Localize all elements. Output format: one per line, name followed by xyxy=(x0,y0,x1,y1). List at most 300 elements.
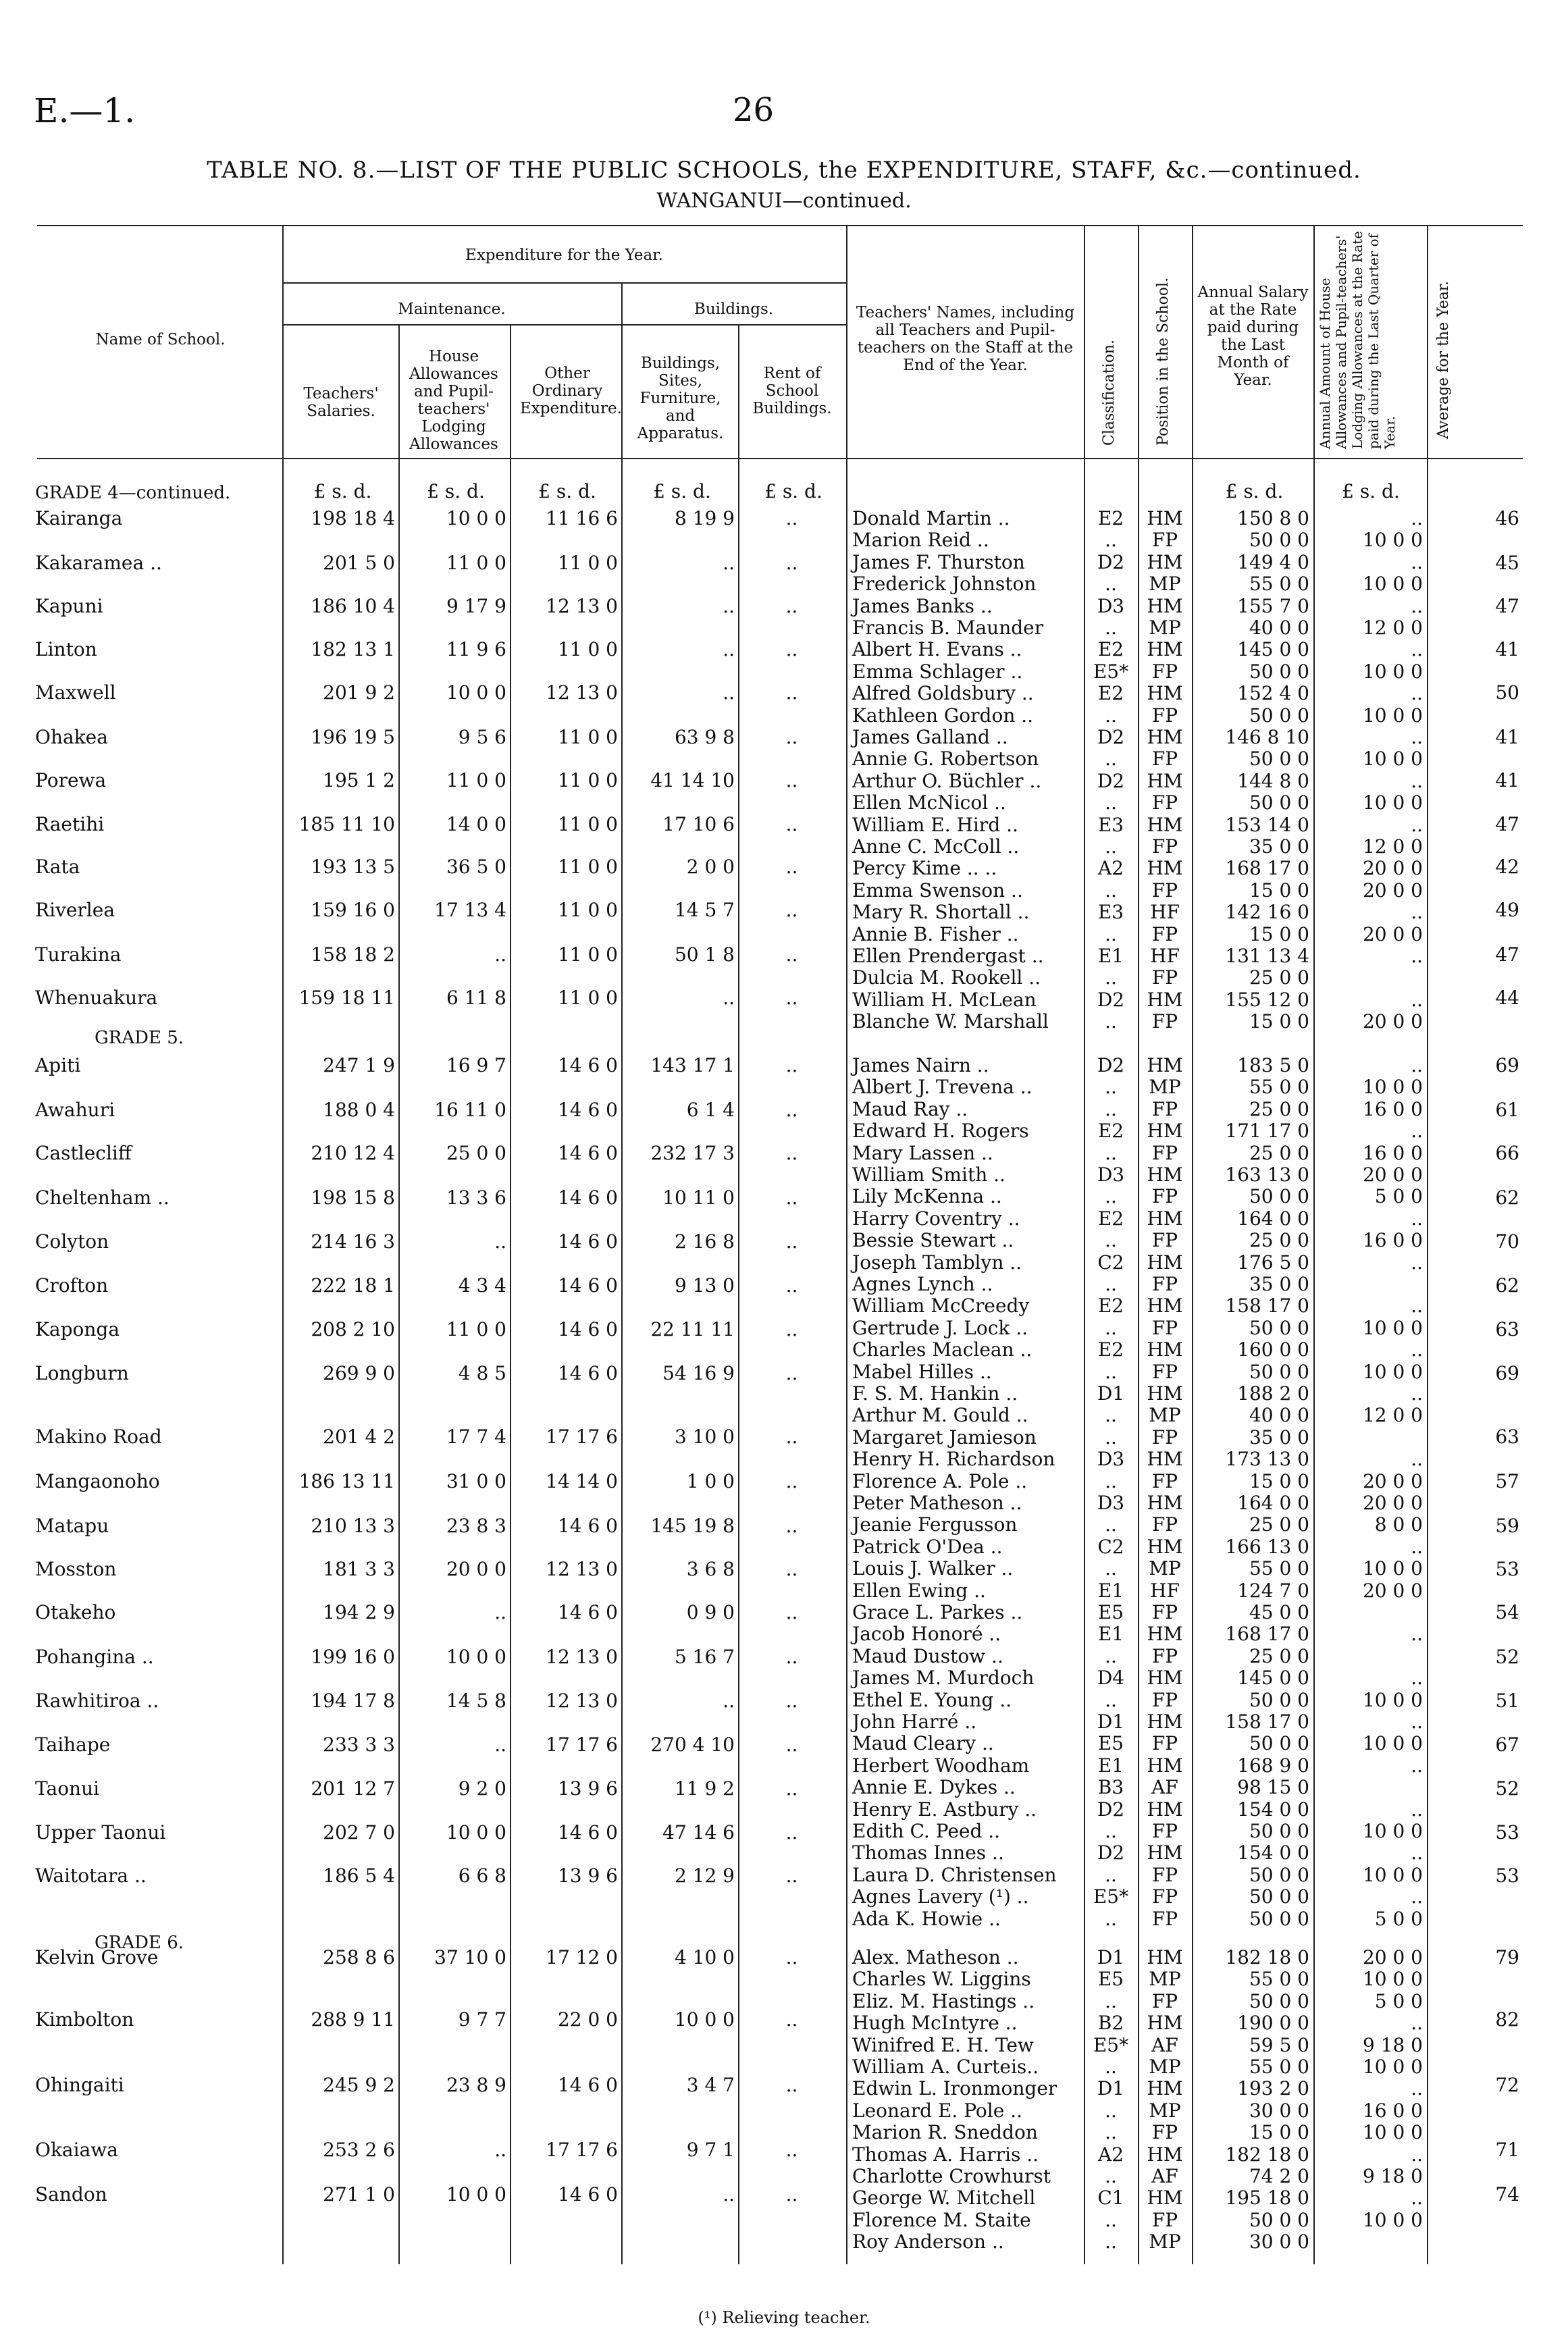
school-name: Kakaramea .. xyxy=(35,552,162,574)
school-house-allowances: 9 17 9 xyxy=(446,595,506,617)
teacher-position: MP xyxy=(1149,2099,1181,2122)
teacher-allowance: .. xyxy=(1411,1207,1423,1230)
school-rent: .. xyxy=(785,987,798,1009)
teacher-name: Marion R. Sneddon xyxy=(852,2121,1038,2144)
teacher-salary: 142 16 0 xyxy=(1225,901,1309,924)
teacher-classification: C1 xyxy=(1097,2187,1124,2210)
teacher-name: Blanche W. Marshall xyxy=(852,1010,1049,1033)
teacher-name: Dulcia M. Rookell .. xyxy=(852,966,1041,989)
school-rent: .. xyxy=(785,1864,798,1887)
school-house-allowances: 16 11 0 xyxy=(434,1099,506,1121)
school-house-allowances: 17 13 4 xyxy=(434,899,506,921)
teacher-allowance: 20 0 0 xyxy=(1362,1469,1423,1492)
teacher-classification: E2 xyxy=(1097,1295,1124,1318)
teacher-position: MP xyxy=(1149,1076,1181,1099)
col-head-teachers-names: Teachers' Names, including all Teachers and Pupil-teachers on the Staff at the End of the Year. xyxy=(856,304,1075,374)
teacher-position: FP xyxy=(1151,791,1178,814)
teacher-name: Jeanie Fergusson xyxy=(852,1513,1018,1536)
teacher-classification: .. xyxy=(1105,1426,1117,1449)
teacher-position: FP xyxy=(1151,1644,1178,1667)
teacher-classification: .. xyxy=(1105,1229,1117,1252)
school-average: 52 xyxy=(1495,1777,1519,1800)
teacher-allowance: 10 0 0 xyxy=(1362,704,1423,727)
teacher-position: HM xyxy=(1147,1338,1183,1361)
teacher-name: Charles Maclean .. xyxy=(852,1338,1033,1361)
teacher-classification: E1 xyxy=(1097,1754,1124,1777)
school-salaries: 247 1 9 xyxy=(323,1054,395,1076)
teacher-name: Mary R. Shortall .. xyxy=(852,901,1030,924)
teacher-salary: 158 17 0 xyxy=(1225,1711,1309,1733)
school-house-allowances: 11 9 6 xyxy=(446,638,506,660)
teacher-name: Ellen Prendergast .. xyxy=(852,945,1044,967)
teacher-position: FP xyxy=(1151,529,1178,552)
school-salaries: 210 12 4 xyxy=(311,1142,395,1164)
teacher-classification: .. xyxy=(1105,2230,1117,2253)
teacher-name: Edward H. Rogers xyxy=(852,1120,1029,1143)
teacher-allowance: 10 0 0 xyxy=(1362,529,1423,552)
school-buildings: 3 6 8 xyxy=(686,1558,735,1580)
teacher-name: John Harré .. xyxy=(852,1711,977,1733)
school-salaries: 198 15 8 xyxy=(311,1186,395,1209)
teacher-position: FP xyxy=(1151,2121,1178,2144)
teacher-classification: A2 xyxy=(1097,2143,1124,2166)
school-other-expenditure: 11 0 0 xyxy=(557,856,618,878)
teacher-position: HM xyxy=(1147,1492,1183,1514)
teacher-name: James M. Murdoch xyxy=(852,1667,1035,1690)
teacher-salary: 183 5 0 xyxy=(1237,1054,1309,1076)
teacher-name: Emma Swenson .. xyxy=(852,879,1023,902)
teacher-classification: .. xyxy=(1105,2099,1117,2122)
school-buildings: .. xyxy=(723,638,735,660)
teacher-position: FP xyxy=(1151,922,1178,945)
school-average: 61 xyxy=(1495,1099,1519,1121)
school-average: 63 xyxy=(1495,1426,1519,1448)
teacher-salary: 145 0 0 xyxy=(1237,638,1309,661)
teacher-classification: .. xyxy=(1105,791,1117,814)
teacher-allowance: .. xyxy=(1411,1448,1423,1471)
teacher-name: Henry H. Richardson xyxy=(852,1448,1055,1471)
teacher-allowance: .. xyxy=(1411,1798,1423,1821)
school-name: Taihape xyxy=(35,1733,111,1756)
school-salaries: 182 13 1 xyxy=(311,638,395,660)
school-salaries: 253 2 6 xyxy=(323,2139,395,2161)
teacher-allowance: 20 0 0 xyxy=(1362,1010,1423,1033)
teacher-salary: 144 8 0 xyxy=(1237,769,1309,792)
col-head-other-expenditure: Other Ordinary Expenditure. xyxy=(520,365,622,417)
teacher-position: HM xyxy=(1147,726,1183,748)
school-average: 47 xyxy=(1495,943,1519,966)
school-salaries: 158 18 2 xyxy=(311,943,395,966)
teacher-allowance: .. xyxy=(1411,726,1423,748)
school-buildings: 11 9 2 xyxy=(674,1777,735,1800)
teacher-name: Peter Matheson .. xyxy=(852,1492,1022,1514)
school-salaries: 159 18 11 xyxy=(298,987,395,1009)
teacher-position: HM xyxy=(1147,638,1183,661)
school-salaries: 181 3 3 xyxy=(323,1558,395,1580)
teacher-salary: 166 13 0 xyxy=(1225,1535,1309,1558)
school-rent: .. xyxy=(785,1946,798,1968)
school-name: Riverlea xyxy=(35,899,115,921)
teacher-position: FP xyxy=(1151,660,1178,683)
school-other-expenditure: 11 0 0 xyxy=(557,813,618,835)
school-house-allowances: 37 10 0 xyxy=(434,1946,506,1968)
school-house-allowances: 13 3 6 xyxy=(446,1186,506,1209)
school-rent: .. xyxy=(785,2183,798,2206)
teacher-allowance: 10 0 0 xyxy=(1362,1820,1423,1842)
teacher-position: FP xyxy=(1151,1863,1178,1886)
teacher-salary: 163 13 0 xyxy=(1225,1164,1309,1186)
school-average: 62 xyxy=(1495,1186,1519,1209)
school-average: 41 xyxy=(1495,726,1519,748)
teacher-salary: 25 0 0 xyxy=(1249,1229,1309,1252)
school-buildings: 5 16 7 xyxy=(674,1646,735,1668)
teacher-name: Herbert Woodham xyxy=(852,1754,1030,1777)
school-average: 53 xyxy=(1495,1558,1519,1580)
school-buildings: 3 4 7 xyxy=(686,2074,735,2096)
school-name: Otakeho xyxy=(35,1601,116,1623)
teacher-salary: 35 0 0 xyxy=(1249,1273,1309,1295)
teacher-position: HM xyxy=(1147,2077,1183,2100)
teacher-name: Arthur M. Gould .. xyxy=(852,1404,1028,1427)
school-other-expenditure: 14 6 0 xyxy=(557,1362,618,1384)
school-salaries: 194 17 8 xyxy=(311,1690,395,1712)
teacher-name: Thomas A. Harris .. xyxy=(852,2143,1039,2166)
teacher-salary: 168 17 0 xyxy=(1225,857,1309,880)
school-average: 45 xyxy=(1495,552,1519,574)
school-rent: .. xyxy=(785,1646,798,1668)
teacher-classification: .. xyxy=(1105,1010,1117,1033)
teacher-position: HM xyxy=(1147,1054,1183,1076)
lsd-head-buildings: £ s. d. xyxy=(653,480,711,502)
school-buildings: 9 13 0 xyxy=(674,1274,735,1297)
lsd-head-other: £ s. d. xyxy=(538,480,596,502)
school-name: Kairanga xyxy=(35,507,123,529)
teacher-classification: E2 xyxy=(1097,682,1124,705)
school-average: 74 xyxy=(1495,2183,1519,2206)
teacher-name: Albert H. Evans .. xyxy=(852,638,1022,661)
teacher-salary: 40 0 0 xyxy=(1249,617,1309,639)
teacher-name: William McCreedy xyxy=(852,1295,1030,1318)
school-house-allowances: 11 0 0 xyxy=(446,552,506,574)
school-name: Apiti xyxy=(35,1054,81,1076)
teacher-classification: E5* xyxy=(1093,660,1129,683)
teacher-salary: 195 18 0 xyxy=(1225,2187,1309,2210)
school-buildings: 10 0 0 xyxy=(674,2008,735,2031)
school-other-expenditure: 11 0 0 xyxy=(557,899,618,921)
school-buildings: 143 17 1 xyxy=(650,1054,735,1076)
school-house-allowances: .. xyxy=(494,1601,506,1623)
teacher-position: FP xyxy=(1151,835,1178,858)
school-buildings: 2 16 8 xyxy=(674,1230,735,1253)
teacher-position: HM xyxy=(1147,988,1183,1011)
col-head-buildings: Buildings. xyxy=(694,301,774,318)
teacher-name: George W. Mitchell xyxy=(852,2187,1036,2210)
school-rent: .. xyxy=(785,595,798,617)
school-other-expenditure: 17 17 6 xyxy=(546,1733,618,1756)
school-rent: .. xyxy=(785,856,798,878)
grade-heading: GRADE 5. xyxy=(95,1028,184,1048)
school-name: Linton xyxy=(35,638,97,660)
school-house-allowances: 9 7 7 xyxy=(458,2008,506,2031)
school-other-expenditure: 14 6 0 xyxy=(557,1142,618,1164)
teacher-salary: 50 0 0 xyxy=(1249,660,1309,683)
teacher-allowance: 10 0 0 xyxy=(1362,1316,1423,1339)
teacher-allowance: .. xyxy=(1411,2187,1423,2210)
teacher-name: Grace L. Parkes .. xyxy=(852,1601,1023,1623)
teacher-allowance: 16 0 0 xyxy=(1362,2099,1423,2122)
teacher-allowance: .. xyxy=(1411,1054,1423,1076)
teacher-salary: 193 2 0 xyxy=(1237,2077,1309,2100)
teacher-position: FP xyxy=(1151,1907,1178,1930)
teacher-classification: .. xyxy=(1105,1273,1117,1295)
teacher-allowance: .. xyxy=(1411,2077,1423,2100)
school-rent: .. xyxy=(785,1099,798,1121)
teacher-allowance: .. xyxy=(1411,813,1423,836)
teacher-salary: 50 0 0 xyxy=(1249,1863,1309,1886)
teacher-allowance: .. xyxy=(1411,1885,1423,1908)
teacher-position: HM xyxy=(1147,1295,1183,1318)
school-average: 41 xyxy=(1495,638,1519,660)
teacher-allowance: 8 0 0 xyxy=(1374,1513,1423,1536)
teacher-allowance: .. xyxy=(1411,1338,1423,1361)
teacher-classification: E1 xyxy=(1097,1623,1124,1646)
school-salaries: 214 16 3 xyxy=(311,1230,395,1253)
teacher-salary: 168 9 0 xyxy=(1237,1754,1309,1777)
teacher-name: Emma Schlager .. xyxy=(852,660,1023,683)
teacher-allowance: .. xyxy=(1411,682,1423,705)
teacher-classification: .. xyxy=(1105,1076,1117,1099)
teacher-salary: 149 4 0 xyxy=(1237,550,1309,573)
teacher-classification: .. xyxy=(1105,2165,1117,2187)
teacher-position: FP xyxy=(1151,966,1178,989)
school-salaries: 201 12 7 xyxy=(311,1777,395,1800)
school-name: Ohingaiti xyxy=(35,2074,124,2096)
school-other-expenditure: 14 6 0 xyxy=(557,1274,618,1297)
teacher-salary: 50 0 0 xyxy=(1249,1185,1309,1208)
school-house-allowances: 10 0 0 xyxy=(446,681,506,704)
teacher-classification: .. xyxy=(1105,1141,1117,1164)
school-rent: .. xyxy=(785,507,798,529)
school-name: Longburn xyxy=(35,1362,129,1384)
col-head-classification: Classification. xyxy=(1101,340,1118,446)
teacher-name: Joseph Tamblyn .. xyxy=(852,1251,1022,1274)
teacher-allowance: 12 0 0 xyxy=(1362,1404,1423,1427)
teacher-salary: 74 2 0 xyxy=(1249,2165,1309,2187)
teacher-allowance: 9 18 0 xyxy=(1362,2033,1423,2056)
school-salaries: 159 16 0 xyxy=(311,899,395,921)
teacher-position: AF xyxy=(1151,2165,1178,2187)
school-rent: .. xyxy=(785,1054,798,1076)
teacher-name: William Smith .. xyxy=(852,1164,1005,1186)
school-name: Kelvin Grove xyxy=(35,1946,159,1968)
teacher-salary: 15 0 0 xyxy=(1249,922,1309,945)
teacher-salary: 45 0 0 xyxy=(1249,1601,1309,1623)
teacher-classification: D2 xyxy=(1097,550,1125,573)
teacher-salary: 155 12 0 xyxy=(1225,988,1309,1011)
teacher-salary: 150 8 0 xyxy=(1237,507,1309,529)
teacher-allowance: .. xyxy=(1411,1295,1423,1318)
teacher-salary: 176 5 0 xyxy=(1237,1251,1309,1274)
school-salaries: 288 9 11 xyxy=(311,2008,395,2031)
teacher-position: HM xyxy=(1147,813,1183,836)
teacher-classification: .. xyxy=(1105,922,1117,945)
teacher-position: HM xyxy=(1147,1798,1183,1821)
school-salaries: 185 11 10 xyxy=(298,813,395,835)
expenditure-rule xyxy=(282,282,846,284)
teacher-name: Bessie Stewart .. xyxy=(852,1229,1014,1252)
teacher-allowance: 10 0 0 xyxy=(1362,2208,1423,2231)
school-name: Mangaonoho xyxy=(35,1470,160,1492)
school-average: 47 xyxy=(1495,595,1519,617)
school-buildings: 63 9 8 xyxy=(674,726,735,748)
teacher-salary: 50 0 0 xyxy=(1249,1360,1309,1383)
lsd-head-rent: £ s. d. xyxy=(764,480,822,502)
school-buildings: 17 10 6 xyxy=(662,813,735,835)
school-average: 82 xyxy=(1495,2008,1519,2031)
school-buildings: 2 12 9 xyxy=(674,1864,735,1887)
school-other-expenditure: 17 17 6 xyxy=(546,1426,618,1448)
school-rent: .. xyxy=(785,1733,798,1756)
table-subtitle: WANGANUI—continued. xyxy=(656,189,912,213)
teacher-name: Alfred Goldsbury .. xyxy=(852,682,1034,705)
teacher-name: Florence M. Staite xyxy=(852,2208,1031,2231)
school-house-allowances: .. xyxy=(494,1733,506,1756)
report-code: E.—1. xyxy=(34,91,136,130)
teacher-classification: .. xyxy=(1105,879,1117,902)
school-other-expenditure: 14 6 0 xyxy=(557,1601,618,1623)
school-name: Taonui xyxy=(35,1777,100,1800)
teacher-salary: 40 0 0 xyxy=(1249,1404,1309,1427)
teacher-allowance: 10 0 0 xyxy=(1362,1688,1423,1711)
school-other-expenditure: 14 6 0 xyxy=(557,1821,618,1844)
teacher-salary: 15 0 0 xyxy=(1249,2121,1309,2144)
teacher-name: Albert J. Trevena .. xyxy=(852,1076,1033,1099)
footnote: (¹) Relieving teacher. xyxy=(698,2308,870,2327)
school-other-expenditure: 14 14 0 xyxy=(546,1470,618,1492)
teacher-name: James F. Thurston xyxy=(852,550,1025,573)
teacher-allowance: .. xyxy=(1411,769,1423,792)
col-head-salaries: Teachers' Salaries. xyxy=(303,385,379,420)
school-house-allowances: .. xyxy=(494,943,506,966)
teacher-position: MP xyxy=(1149,1557,1181,1580)
teacher-allowance: .. xyxy=(1411,1382,1423,1405)
teacher-position: MP xyxy=(1149,573,1181,596)
school-name: Ohakea xyxy=(35,726,108,748)
school-other-expenditure: 14 6 0 xyxy=(557,1099,618,1121)
teacher-classification: .. xyxy=(1105,2121,1117,2144)
teacher-salary: 50 0 0 xyxy=(1249,1907,1309,1930)
teacher-salary: 15 0 0 xyxy=(1249,1469,1309,1492)
teacher-classification: .. xyxy=(1105,1863,1117,1886)
teacher-allowance: 20 0 0 xyxy=(1362,857,1423,880)
school-name: Castlecliff xyxy=(35,1142,132,1164)
teacher-allowance: 10 0 0 xyxy=(1362,1360,1423,1383)
school-buildings: 6 1 4 xyxy=(686,1099,735,1121)
teacher-name: Ada K. Howie .. xyxy=(852,1907,1001,1930)
school-rent: .. xyxy=(785,681,798,704)
teacher-position: HM xyxy=(1147,507,1183,529)
teacher-salary: 50 0 0 xyxy=(1249,1688,1309,1711)
teacher-name: Harry Coventry .. xyxy=(852,1207,1020,1230)
school-salaries: 195 1 2 xyxy=(323,769,395,791)
teacher-salary: 15 0 0 xyxy=(1249,1010,1309,1033)
teacher-salary: 30 0 0 xyxy=(1249,2099,1309,2122)
teacher-classification: .. xyxy=(1105,1360,1117,1383)
teacher-allowance: 20 0 0 xyxy=(1362,1164,1423,1186)
school-average: 57 xyxy=(1495,1470,1519,1492)
teacher-classification: .. xyxy=(1105,704,1117,727)
school-average: 54 xyxy=(1495,1601,1519,1623)
teacher-position: MP xyxy=(1149,617,1181,639)
school-other-expenditure: 22 0 0 xyxy=(557,2008,618,2031)
teacher-position: HM xyxy=(1147,1754,1183,1777)
school-house-allowances: 10 0 0 xyxy=(446,1821,506,1844)
school-average: 67 xyxy=(1495,1733,1519,1756)
school-name: Turakina xyxy=(35,943,122,966)
teacher-position: HM xyxy=(1147,594,1183,617)
school-salaries: 186 13 11 xyxy=(298,1470,395,1492)
school-salaries: 196 19 5 xyxy=(311,726,395,748)
school-rent: .. xyxy=(785,1230,798,1253)
school-house-allowances: 11 0 0 xyxy=(446,1318,506,1340)
teacher-name: Laura D. Christensen xyxy=(852,1863,1057,1886)
teacher-name: William E. Hird .. xyxy=(852,813,1018,836)
teacher-classification: .. xyxy=(1105,1907,1117,1930)
school-name: Cheltenham .. xyxy=(35,1186,169,1209)
school-average: 62 xyxy=(1495,1274,1519,1297)
teacher-name: Annie B. Fisher .. xyxy=(852,922,1019,945)
school-buildings: 9 7 1 xyxy=(686,2139,735,2161)
teacher-salary: 35 0 0 xyxy=(1249,1426,1309,1449)
teacher-position: HM xyxy=(1147,682,1183,705)
teacher-salary: 154 0 0 xyxy=(1237,1798,1309,1821)
teacher-name: James Galland .. xyxy=(852,726,1008,748)
teacher-name: Kathleen Gordon .. xyxy=(852,704,1034,727)
teacher-position: HM xyxy=(1147,1667,1183,1690)
teacher-name: Gertrude J. Lock .. xyxy=(852,1316,1028,1339)
teacher-name: Margaret Jamieson xyxy=(852,1426,1037,1449)
school-average: 46 xyxy=(1495,507,1519,529)
school-name: Upper Taonui xyxy=(35,1821,166,1844)
teacher-position: FP xyxy=(1151,1513,1178,1536)
school-house-allowances: 9 2 0 xyxy=(458,1777,506,1800)
school-other-expenditure: 14 6 0 xyxy=(557,2183,618,2206)
col-head-average: Average for the Year. xyxy=(1435,281,1452,439)
school-other-expenditure: 13 9 6 xyxy=(557,1777,618,1800)
teacher-salary: 50 0 0 xyxy=(1249,1316,1309,1339)
teacher-name: Percy Kime .. .. xyxy=(852,857,997,880)
teacher-name: Hugh McIntyre .. xyxy=(852,2012,1018,2035)
teacher-salary: 55 0 0 xyxy=(1249,1076,1309,1099)
teacher-salary: 153 14 0 xyxy=(1225,813,1309,836)
teacher-name: Florence A. Pole .. xyxy=(852,1469,1028,1492)
teacher-classification: .. xyxy=(1105,617,1117,639)
teacher-position: MP xyxy=(1149,2056,1181,2078)
teacher-name: Jacob Honoré .. xyxy=(852,1623,1001,1646)
teacher-classification: .. xyxy=(1105,966,1117,989)
school-buildings: 8 19 9 xyxy=(674,507,735,529)
teacher-position: HM xyxy=(1147,1164,1183,1186)
school-name: Maxwell xyxy=(35,681,116,704)
school-rent: .. xyxy=(785,1777,798,1800)
teacher-classification: E2 xyxy=(1097,1120,1124,1143)
school-other-expenditure: 11 0 0 xyxy=(557,726,618,748)
teacher-salary: 168 17 0 xyxy=(1225,1623,1309,1646)
teacher-classification: E2 xyxy=(1097,638,1124,661)
school-house-allowances: 11 0 0 xyxy=(446,769,506,791)
school-other-expenditure: 11 0 0 xyxy=(557,769,618,791)
teacher-name: Henry E. Astbury .. xyxy=(852,1798,1037,1821)
